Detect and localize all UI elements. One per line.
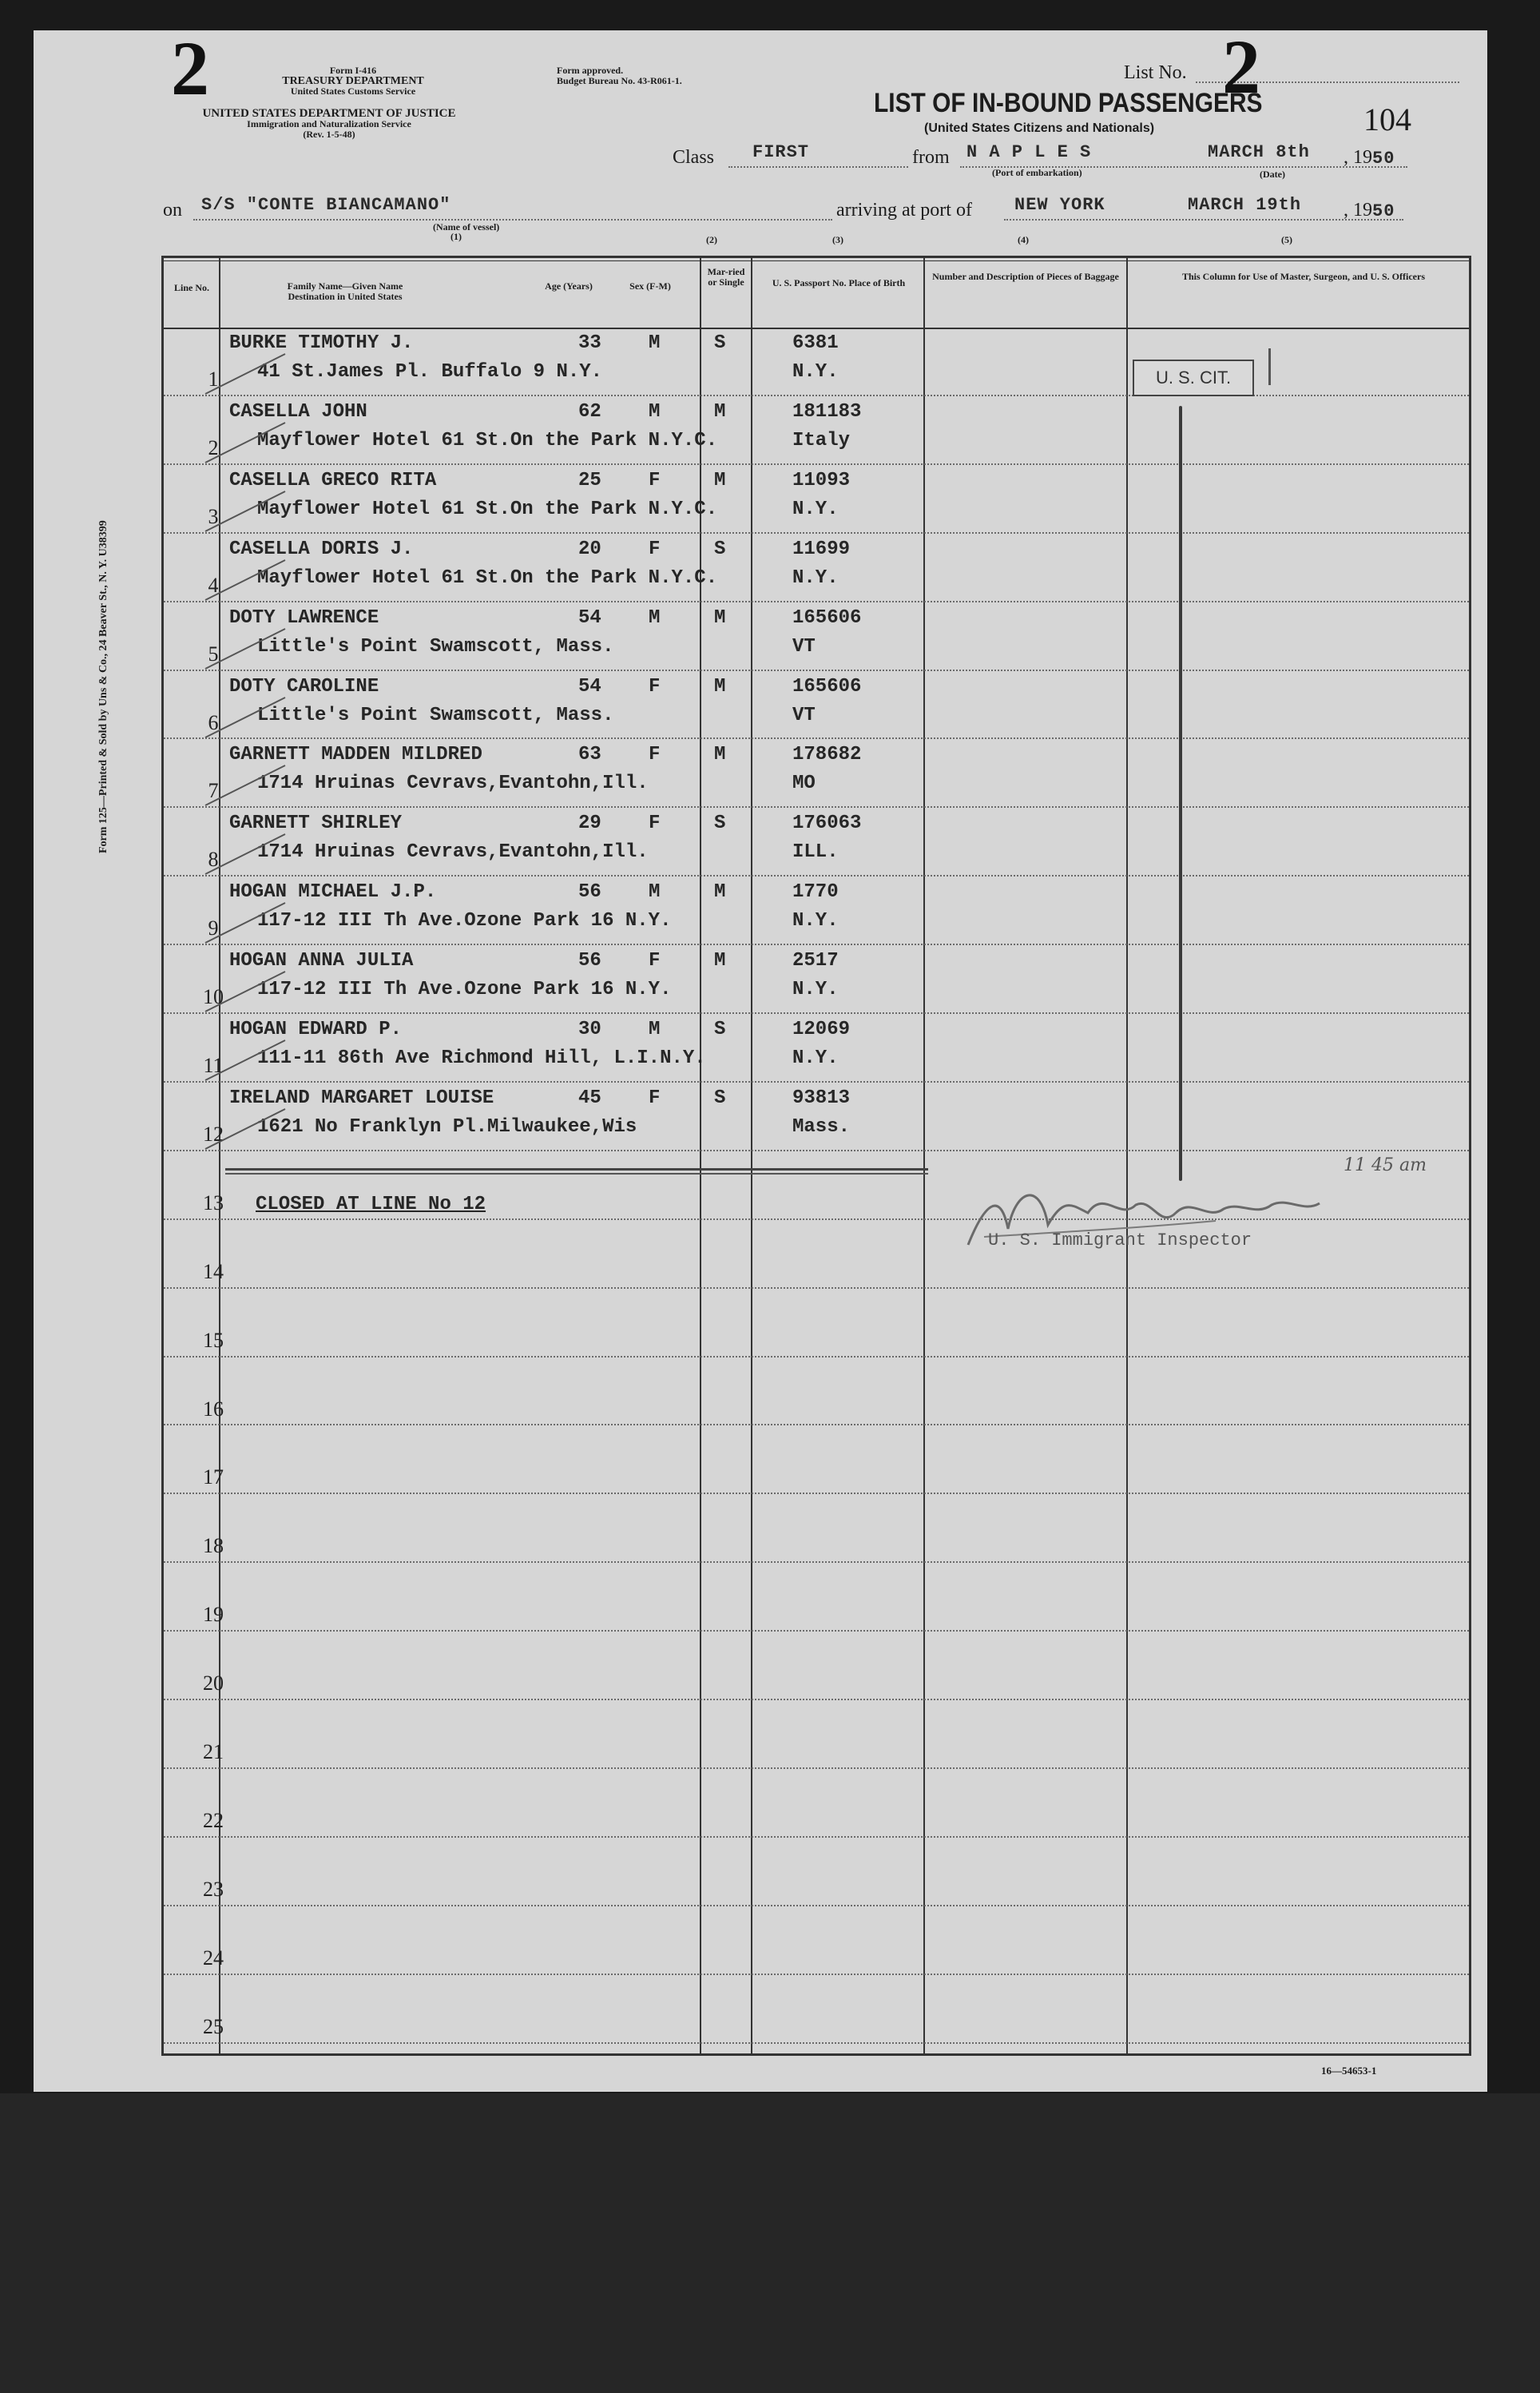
check-stroke-icon [201, 899, 289, 947]
passenger-name: HOGAN MICHAEL J.P. [229, 881, 437, 904]
check-stroke-icon [201, 419, 289, 467]
table-top-border-inner [161, 260, 1471, 261]
passenger-sex: F [649, 813, 661, 835]
header-passport: U. S. Passport No. Place of Birth [772, 277, 906, 288]
form-title: LIST OF IN-BOUND PASSENGERS [874, 88, 1263, 118]
row-separator [164, 2042, 1469, 2044]
passenger-age: 30 [578, 1019, 601, 1040]
year-1-value: 50 [1372, 149, 1395, 169]
col-ref-1: (1) [450, 231, 462, 242]
passenger-sex: F [649, 469, 661, 491]
header-bottom-border [161, 328, 1471, 329]
line-number: 4 [208, 573, 219, 597]
passport-number: 11699 [792, 538, 851, 560]
passenger-age: 25 [578, 469, 601, 491]
passenger-marital-status: S [714, 332, 726, 354]
passenger-marital-status: S [714, 1087, 726, 1109]
passport-number: 6381 [792, 332, 839, 354]
header-destination-text: Destination in United States [288, 291, 403, 302]
passenger-sex: M [649, 332, 661, 354]
signature-time: 11 45 am [1344, 1155, 1427, 1175]
row-separator [164, 1150, 1469, 1151]
year-2 [1344, 200, 1395, 221]
row-separator [164, 1767, 1469, 1769]
destination-address: 111-11 86th Ave Richmond Hill, L.I.N.Y. [257, 1047, 706, 1069]
passenger-age: 33 [578, 332, 601, 354]
arrival-port: NEW YORK [1014, 195, 1105, 215]
table-right-border [1469, 256, 1471, 2056]
check-stroke-icon [201, 625, 289, 673]
bracket-line [1179, 406, 1182, 1181]
col-divider-married-left [700, 256, 701, 2056]
class-dots [728, 166, 908, 168]
row-separator [164, 1081, 1469, 1083]
passport-number: 176063 [792, 813, 862, 835]
header-name [229, 281, 461, 302]
line-number: 22 [203, 1808, 224, 1832]
passenger-name: GARNETT SHIRLEY [229, 813, 403, 835]
passenger-marital-status: M [714, 950, 726, 972]
row-separator [164, 395, 1469, 396]
passenger-marital-status: M [714, 400, 726, 423]
approval-block [557, 66, 682, 86]
line-number: 16 [203, 1397, 224, 1421]
place-of-birth: N.Y. [792, 979, 839, 1001]
check-stroke-icon [201, 1036, 289, 1084]
page-number: 104 [1363, 101, 1411, 137]
check-stroke-icon [201, 487, 289, 535]
passenger-age: 45 [578, 1087, 601, 1109]
line-number: 8 [208, 848, 219, 872]
manifest-page [34, 24, 1487, 2092]
header-baggage: Number and Description of Pieces of Baggage [932, 271, 1119, 282]
destination-address: 1714 Hruinas Cevravs,Evantohn,Ill. [257, 841, 649, 864]
header-officers: This Column for Use of Master, Surgeon, and U. S. Officers [1181, 271, 1425, 282]
row-separator [164, 1561, 1469, 1563]
row-separator [164, 737, 1469, 739]
line-number: 25 [203, 2014, 224, 2038]
port-of-embarkation: N A P L E S [966, 142, 1092, 162]
passenger-sex: M [649, 881, 661, 904]
passenger-sex: F [649, 1087, 661, 1109]
col-ref-3: (3) [832, 234, 843, 245]
line-number: 21 [203, 1740, 224, 1763]
line-number: 9 [208, 916, 219, 940]
background-bottom [0, 2093, 1540, 2393]
passenger-name: HOGAN ANNA JULIA [229, 950, 414, 972]
row-separator [164, 670, 1469, 671]
form-number [233, 66, 473, 97]
line-number: 17 [203, 1465, 224, 1489]
passenger-marital-status: M [714, 469, 726, 491]
budget-text: Budget Bureau No. 43-R061-1. [557, 75, 682, 86]
passenger-age: 56 [578, 881, 601, 904]
check-stroke-icon [201, 761, 289, 809]
passenger-marital-status: S [714, 813, 726, 835]
destination-address: 41 St.James Pl. Buffalo 9 N.Y. [257, 361, 603, 383]
row-separator [164, 1424, 1469, 1425]
passport-number: 165606 [792, 675, 862, 698]
col-ref-5: (5) [1281, 234, 1292, 245]
row-separator [164, 601, 1469, 602]
passenger-name: BURKE TIMOTHY J. [229, 332, 414, 354]
place-of-birth: ILL. [792, 841, 839, 864]
line-number: 24 [203, 1946, 224, 1970]
place-of-birth: Mass. [792, 1115, 851, 1138]
passenger-sex: F [649, 675, 661, 698]
col-ref-4: (4) [1018, 234, 1029, 245]
year-1 [1344, 147, 1395, 169]
passport-number: 93813 [792, 1087, 851, 1109]
passenger-marital-status: S [714, 1019, 726, 1040]
col-divider-baggage-right [1126, 256, 1128, 2056]
destination-address: 117-12 III Th Ave.Ozone Park 16 N.Y. [257, 910, 672, 932]
passenger-name: DOTY LAWRENCE [229, 606, 379, 629]
from-label: from [912, 147, 950, 168]
line-number: 19 [203, 1603, 224, 1627]
form-no-text: Form I-416 [329, 65, 377, 76]
header-name-text: Family Name—Given Name [287, 280, 403, 292]
closed-at-line-text: CLOSED AT LINE No 12 [256, 1194, 486, 1215]
line-number: 18 [203, 1534, 224, 1558]
destination-address: Mayflower Hotel 61 St.On the Park N.Y.C. [257, 498, 718, 520]
header-married: Mar-ried or Single [707, 266, 745, 288]
row-separator [164, 1905, 1469, 1906]
row-separator [164, 1493, 1469, 1494]
row-separator [164, 1974, 1469, 1975]
check-stroke-icon [201, 1105, 289, 1153]
year-2-value: 50 [1372, 201, 1395, 221]
passport-number: 181183 [792, 400, 862, 423]
passenger-marital-status: M [714, 606, 726, 629]
destination-address: 117-12 III Th Ave.Ozone Park 16 N.Y. [257, 979, 672, 1001]
row-separator [164, 1836, 1469, 1838]
destination-address: Little's Point Swamscott, Mass. [257, 635, 614, 658]
passport-number: 11093 [792, 469, 851, 491]
footer-code: 16—54653-1 [1321, 2065, 1377, 2077]
header-sex: Sex (F-M) [629, 280, 671, 292]
form-subtitle: (United States Citizens and Nationals) [924, 121, 1155, 135]
check-stroke-icon [201, 556, 289, 604]
row-separator [164, 875, 1469, 877]
destination-address: 1714 Hruinas Cevravs,Evantohn,Ill. [257, 773, 649, 795]
place-of-birth: VT [792, 704, 816, 726]
check-stroke-icon [201, 694, 289, 741]
class-value: FIRST [752, 142, 810, 162]
doj-text: UNITED STATES DEPARTMENT OF JUSTICE [202, 107, 456, 120]
passenger-age: 54 [578, 675, 601, 698]
col-divider-married-right [751, 256, 752, 2056]
row-separator [164, 944, 1469, 945]
class-label: Class [673, 147, 715, 168]
on-label: on [163, 200, 182, 221]
passenger-age: 29 [578, 813, 601, 835]
ins-text: Immigration and Naturalization Service [247, 118, 411, 129]
line-number: 6 [208, 710, 219, 734]
passenger-age: 56 [578, 950, 601, 972]
vessel-dots [193, 219, 832, 221]
passenger-sex: F [649, 744, 661, 766]
passenger-name: CASELLA JOHN [229, 400, 367, 423]
customs-text: United States Customs Service [290, 85, 416, 97]
passenger-sex: M [649, 606, 661, 629]
col-divider-passport-right [923, 256, 925, 2056]
header-age: Age (Years) [545, 280, 593, 292]
passport-number: 178682 [792, 744, 862, 766]
passenger-marital-status: M [714, 675, 726, 698]
year-1-prefix: , 19 [1344, 147, 1372, 168]
passenger-age: 63 [578, 744, 601, 766]
destination-address: Mayflower Hotel 61 St.On the Park N.Y.C. [257, 566, 718, 589]
row-separator [164, 1699, 1469, 1700]
place-of-birth: N.Y. [792, 361, 839, 383]
line-number: 14 [203, 1259, 224, 1283]
embark-date: MARCH 8th [1208, 142, 1310, 162]
passenger-marital-status: M [714, 744, 726, 766]
passport-number: 12069 [792, 1019, 851, 1040]
row-separator [164, 1630, 1469, 1632]
passenger-sex: F [649, 538, 661, 560]
passenger-name: CASELLA DORIS J. [229, 538, 414, 560]
row-separator [164, 806, 1469, 808]
check-stroke-icon [201, 830, 289, 878]
line-number: 12 [203, 1122, 224, 1146]
year-2-prefix: , 19 [1344, 200, 1372, 221]
table-top-border [161, 256, 1471, 258]
row-separator [164, 1287, 1469, 1289]
passport-number: 165606 [792, 606, 862, 629]
doj-block [161, 109, 497, 140]
treasury-text: TREASURY DEPARTMENT [282, 75, 424, 87]
passport-number: 1770 [792, 881, 839, 904]
arriving-label: arriving at port of [836, 200, 972, 221]
passenger-name: DOTY CAROLINE [229, 675, 379, 698]
approved-text: Form approved. [557, 65, 624, 76]
place-of-birth: N.Y. [792, 910, 839, 932]
inspector-label: U. S. Immigrant Inspector [988, 1230, 1252, 1250]
port-caption: (Port of embarkation) [992, 167, 1082, 178]
line-number: 3 [208, 504, 219, 528]
list-number-stamp-left: 2 [171, 26, 209, 111]
passenger-age: 20 [578, 538, 601, 560]
place-of-birth: Italy [792, 429, 851, 451]
line-number: 2 [208, 435, 219, 459]
passenger-age: 62 [578, 400, 601, 423]
check-stroke-icon [201, 350, 289, 398]
arrival-date: MARCH 19th [1188, 195, 1302, 215]
line-number: 10 [203, 985, 224, 1009]
row-separator [164, 463, 1469, 465]
row-separator [164, 532, 1469, 534]
vessel-caption: (Name of vessel) [433, 221, 500, 233]
side-printer-mark: Form 125—Printed & Sold by Uns & Co., 24 Beaver St., N. Y. U38399 [97, 520, 109, 853]
line-number: 7 [208, 779, 219, 803]
line-number: 13 [203, 1191, 224, 1214]
closing-rule-2 [225, 1173, 928, 1175]
passenger-marital-status: M [714, 881, 726, 904]
closing-rule [225, 1168, 928, 1171]
destination-address: Little's Point Swamscott, Mass. [257, 704, 614, 726]
destination-address: 1621 No Franklyn Pl.Milwaukee,Wis [257, 1115, 637, 1138]
place-of-birth: N.Y. [792, 566, 839, 589]
table-left-border [161, 256, 164, 2056]
row-separator [164, 1356, 1469, 1357]
passenger-name: IRELAND MARGARET LOUISE [229, 1087, 494, 1109]
passenger-sex: F [649, 950, 661, 972]
list-no-label: List No. [1124, 62, 1187, 83]
passport-number: 2517 [792, 950, 839, 972]
passenger-age: 54 [578, 606, 601, 629]
line-number: 5 [208, 642, 219, 666]
date-caption: (Date) [1260, 169, 1285, 180]
place-of-birth: N.Y. [792, 498, 839, 520]
passenger-name: HOGAN EDWARD P. [229, 1019, 403, 1040]
passenger-sex: M [649, 400, 661, 423]
vessel-name: S/S "CONTE BIANCAMANO" [201, 195, 451, 215]
us-citizen-stamp: U. S. CIT. [1133, 360, 1254, 396]
place-of-birth: VT [792, 635, 816, 658]
list-number-stamp-right: 2 [1222, 24, 1260, 109]
passenger-marital-status: S [714, 538, 726, 560]
destination-address: Mayflower Hotel 61 St.On the Park N.Y.C. [257, 429, 718, 451]
place-of-birth: MO [792, 773, 816, 795]
col-ref-2: (2) [706, 234, 717, 245]
line-number: 1 [208, 368, 219, 391]
passenger-name: CASELLA GRECO RITA [229, 469, 437, 491]
passenger-name: GARNETT MADDEN MILDRED [229, 744, 482, 766]
place-of-birth: N.Y. [792, 1047, 839, 1069]
row-separator [164, 1012, 1469, 1014]
line-number: 20 [203, 1672, 224, 1695]
line-number: 23 [203, 1877, 224, 1901]
stamp-tick [1268, 348, 1271, 385]
table-bottom-border [161, 2053, 1471, 2056]
check-stroke-icon [201, 968, 289, 1016]
line-number: 11 [203, 1054, 224, 1077]
line-number: 15 [203, 1328, 224, 1352]
header-line-no: Line No. [173, 282, 209, 293]
passenger-sex: M [649, 1019, 661, 1040]
rev-text: (Rev. 1-5-48) [303, 129, 355, 140]
